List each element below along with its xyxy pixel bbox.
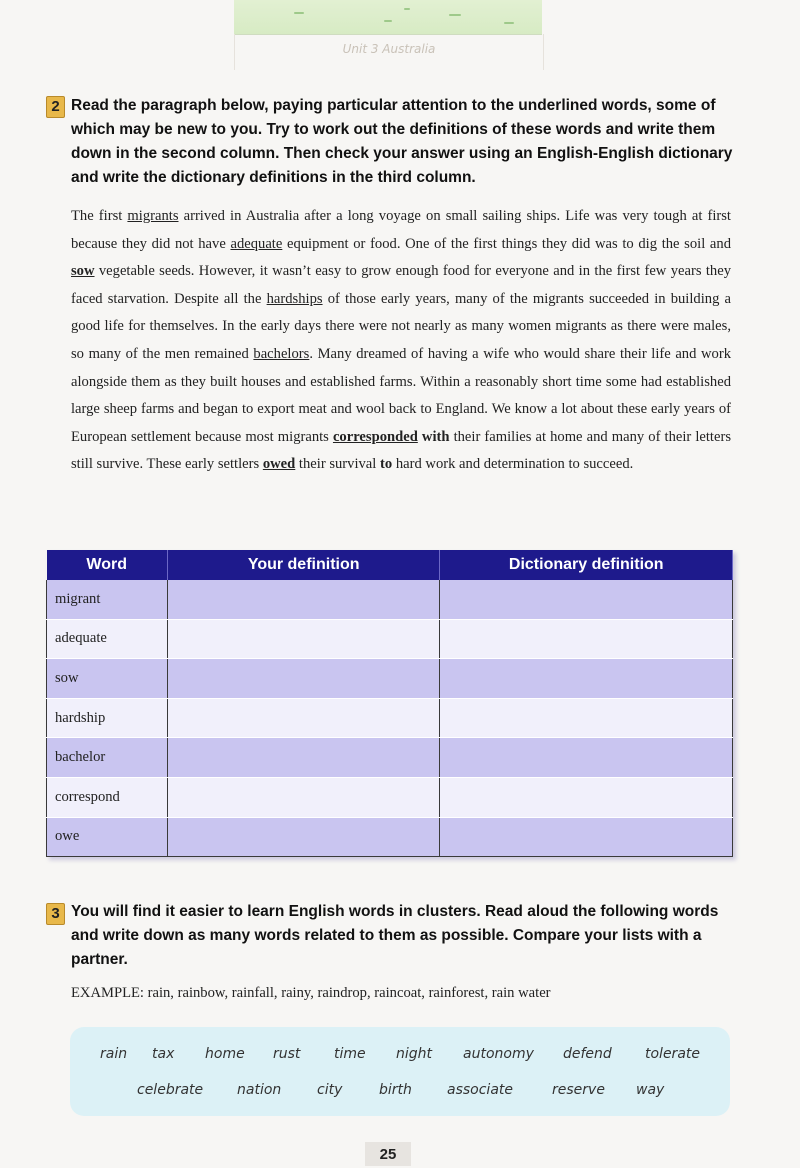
cluster-word: tax: [152, 1046, 175, 1062]
unit-header: [234, 34, 544, 70]
cluster-word: rust: [273, 1046, 301, 1062]
word-cell: adequate: [47, 619, 168, 659]
table-row: [47, 777, 733, 817]
cluster-word: defend: [563, 1046, 612, 1062]
paragraph-text: . Many dreamed of having a wife who would share their life and work alongside them as they built houses and established farms. Within a reasonably short time some had established large sheep farms and began to export meat and wool back to England. We know a lot about these early years of European settlement because most migrants: [71, 345, 731, 445]
question-3-instruction: You will find it easier to learn English words in clusters. Read aloud the following words and write down as many words related to them as possible. Compare your lists with a partner.: [71, 903, 719, 968]
table-header-row: [47, 550, 733, 580]
cluster-word: night: [396, 1046, 433, 1062]
table-row: [47, 738, 733, 778]
your-definition-cell[interactable]: [167, 817, 440, 857]
cluster-word: celebrate: [137, 1082, 204, 1098]
unit-title: Unit 3 Australia: [342, 42, 436, 56]
header-word: Word: [47, 550, 168, 580]
underlined-word: adequate: [230, 235, 283, 252]
underlined-word: bachelors: [253, 345, 310, 362]
table-row: [47, 698, 733, 738]
paragraph-text: arrived in Australia after a long voyage on small sailing ships. Life was very tough at first because they did not have: [71, 208, 731, 252]
question-2-number: 2: [46, 96, 65, 118]
cluster-word: associate: [447, 1082, 514, 1098]
your-definition-cell[interactable]: [167, 659, 440, 699]
word-cell: correspond: [47, 777, 168, 817]
example-line: EXAMPLE: rain, rainbow, rainfall, rainy, raindrop, raincoat, rainforest, rain water: [71, 985, 551, 1001]
cluster-word: nation: [237, 1082, 282, 1098]
table-row: [47, 580, 733, 619]
page-number: 25: [365, 1142, 411, 1166]
word-cell: owe: [47, 817, 168, 857]
header-map-strip: [234, 0, 542, 35]
dictionary-definition-cell[interactable]: [440, 777, 733, 817]
underlined-word: owed: [262, 456, 296, 473]
word-cluster-box: [70, 1027, 730, 1116]
your-definition-cell[interactable]: [167, 619, 440, 659]
cluster-word: birth: [379, 1082, 412, 1098]
your-definition-cell[interactable]: [167, 738, 440, 778]
question-2-instruction: Read the paragraph below, paying particular attention to the underlined words, some of which may be new to you. Try to work out the definitions of these words and write them down in the second column. Then check your answer using an English-English dictionary and write the dictionary definitions in the third column.: [71, 97, 733, 186]
question-3-number: 3: [46, 903, 65, 925]
table-row: [47, 817, 733, 857]
word-cell: sow: [47, 659, 168, 699]
bold-word: with: [421, 428, 450, 445]
cluster-word: rain: [100, 1046, 128, 1062]
paragraph-text: of those early years, many of the migrants succeeded in building a good life for themselves. In the early days there were not nearly as many women migrants as there were males, so many of the men remained: [71, 290, 732, 362]
cluster-word: reserve: [552, 1082, 605, 1098]
your-definition-cell[interactable]: [167, 698, 440, 738]
your-definition-cell[interactable]: [167, 777, 440, 817]
header-dictionary-definition: Dictionary definition: [440, 550, 733, 580]
table-row: [47, 619, 733, 659]
your-definition-cell[interactable]: [167, 580, 440, 619]
dictionary-definition-cell[interactable]: [440, 659, 733, 699]
paragraph-text: equipment or food. One of the first things they did was to dig the soil and: [282, 235, 731, 252]
word-cell: hardship: [47, 698, 168, 738]
paragraph-text: their survival: [295, 456, 380, 473]
cluster-word: tolerate: [645, 1046, 700, 1062]
reading-paragraph: [71, 203, 731, 479]
paragraph-text: hard work and determination to succeed.: [392, 456, 634, 473]
paragraph-text: their families at home and many of their letters still survive. These early settlers: [71, 428, 731, 473]
underlined-word: sow: [71, 263, 95, 280]
underlined-word: corresponded: [332, 428, 418, 445]
cluster-word: city: [317, 1082, 343, 1098]
word-cell: migrant: [47, 580, 168, 619]
header-your-definition: Your definition: [167, 550, 440, 580]
cluster-word: time: [334, 1046, 366, 1062]
cluster-word: home: [205, 1046, 245, 1062]
underlined-word: hardships: [266, 290, 323, 307]
cluster-word: way: [636, 1082, 665, 1098]
dictionary-definition-cell[interactable]: [440, 619, 733, 659]
vocabulary-table: [46, 550, 733, 857]
bold-word: to: [380, 456, 393, 473]
table-row: [47, 659, 733, 699]
word-cell: bachelor: [47, 738, 168, 778]
paragraph-text: vegetable seeds. However, it wasn’t easy to grow enough food for everyone and in the first few years they faced starvation. Despite all the: [71, 263, 731, 307]
cluster-word: autonomy: [463, 1046, 534, 1062]
dictionary-definition-cell[interactable]: [440, 817, 733, 857]
underlined-word: migrants: [127, 208, 179, 224]
paragraph-text: The first: [71, 208, 128, 224]
dictionary-definition-cell[interactable]: [440, 580, 733, 619]
dictionary-definition-cell[interactable]: [440, 698, 733, 738]
dictionary-definition-cell[interactable]: [440, 738, 733, 778]
